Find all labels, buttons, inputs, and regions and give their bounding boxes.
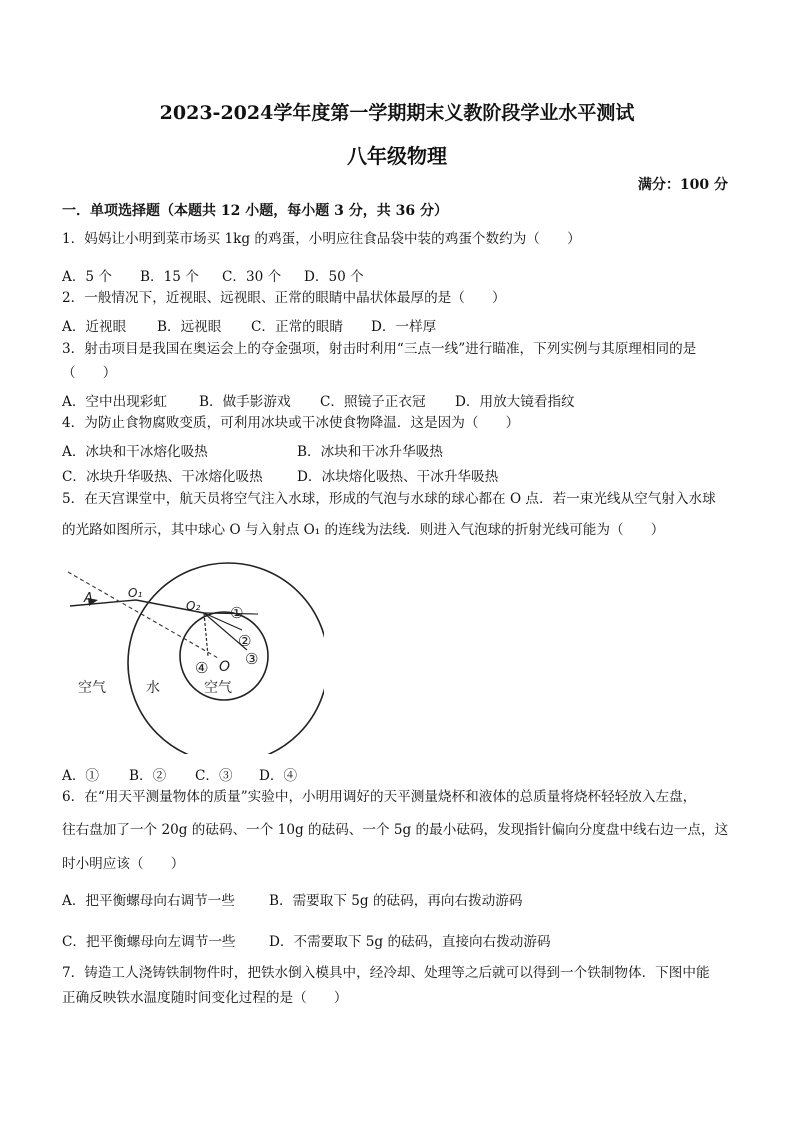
q1-option-b[interactable]: B．15 个 xyxy=(140,269,199,285)
q4-option-a[interactable]: A．冰块和干冰熔化吸热 xyxy=(62,444,208,460)
question-6-stem-line3: 时小明应该（ ） xyxy=(62,856,185,872)
question-1-stem: 1．妈妈让小明到菜市场买 1kg 的鸡蛋，小明应往食品袋中装的鸡蛋个数约为（ ） xyxy=(62,231,581,247)
q4-option-d[interactable]: D．冰块熔化吸热、干冰升华吸热 xyxy=(297,469,499,485)
q6-option-d[interactable]: D．不需要取下 5g 的砝码，直接向右拨动游码 xyxy=(269,934,551,950)
question-5-stem-line2: 的光路如图所示，其中球心 O 与入射点 O₁ 的连线为法线．则进入气泡球的折射光线可能为（ ） xyxy=(62,522,665,538)
label-o-center: O xyxy=(219,659,231,675)
question-7-stem-line1: 7．铸造工人浇铸铁制物件时，把铁水倒入模具中，经冷却、处理等之后就可以得到一个铁制物体．下图中能 xyxy=(62,965,710,981)
q1-option-c[interactable]: C．30 个 xyxy=(222,269,282,285)
label-a: A xyxy=(84,591,93,606)
label-ray-2: ② xyxy=(238,632,252,650)
question-6-stem-line1: 6．在“用天平测量物体的质量”实验中，小明用调好的天平测量烧杯和液体的总质量将烧杯轻轻放入左盘， xyxy=(62,789,697,805)
q3-option-c[interactable]: C．照镜子正衣冠 xyxy=(320,394,426,410)
question-4-stem: 4．为防止食物腐败变质，可利用冰块或干冰使食物降温．这是因为（ ） xyxy=(62,415,520,431)
question-5-stem-line1: 5．在天宫课堂中，航天员将空气注入水球，形成的气泡与水球的球心都在 O 点．若一束光线从空气射入水球 xyxy=(62,491,716,507)
light-refraction-diagram xyxy=(62,558,324,754)
q1-option-d[interactable]: D．50 个 xyxy=(304,269,364,285)
label-air-outer: 空气 xyxy=(78,680,106,696)
q5-option-a[interactable]: A．① xyxy=(62,768,100,784)
label-o2: O₂ xyxy=(186,599,201,613)
q5-option-c[interactable]: C．③ xyxy=(195,768,233,784)
label-water: 水 xyxy=(146,680,160,696)
q6-option-a[interactable]: A．把平衡螺母向右调节一些 xyxy=(62,893,235,909)
label-ray-3: ③ xyxy=(245,650,259,668)
label-air-inner: 空气 xyxy=(204,680,232,696)
label-o1: O₁ xyxy=(128,586,143,600)
full-score: 满分：100 分 xyxy=(637,177,728,193)
q6-option-c[interactable]: C．把平衡螺母向左调节一些 xyxy=(62,934,236,950)
question-3-stem-line1: 3．射击项目是我国在奥运会上的夺金强项，射击时利用“三点一线”进行瞄准，下列实例与其原理相同的是 xyxy=(62,341,697,357)
question-3-stem-line2: （ ） xyxy=(62,365,117,381)
q2-option-c[interactable]: C．正常的眼睛 xyxy=(251,319,343,335)
label-ray-1: ① xyxy=(230,604,244,622)
question-6-stem-line2: 往右盘加了一个 20g 的砝码、一个 10g 的砝码、一个 5g 的最小砝码，发现指针偏向分度盘中线右边一点，这 xyxy=(62,822,729,838)
q2-option-d[interactable]: D．一样厚 xyxy=(371,319,437,335)
q5-option-b[interactable]: B．② xyxy=(129,768,167,784)
q3-option-d[interactable]: D．用放大镜看指纹 xyxy=(455,394,575,410)
q6-option-b[interactable]: B．需要取下 5g 的砝码，再向右拨动游码 xyxy=(269,893,523,909)
q1-option-a[interactable]: A．5 个 xyxy=(62,269,112,285)
candidate-ray-4 xyxy=(204,613,208,656)
q3-option-b[interactable]: B．做手影游戏 xyxy=(199,394,291,410)
question-2-stem: 2．一般情况下，近视眼、远视眼、正常的眼睛中晶状体最厚的是（ ） xyxy=(62,290,506,306)
q3-option-a[interactable]: A．空中出现彩虹 xyxy=(62,394,167,410)
q4-option-b[interactable]: B．冰块和干冰升华吸热 xyxy=(297,444,443,460)
q2-option-a[interactable]: A．近视眼 xyxy=(62,319,127,335)
exam-subtitle: 八年级物理 xyxy=(347,144,447,168)
q4-option-c[interactable]: C．冰块升华吸热、干冰熔化吸热 xyxy=(62,469,263,485)
q2-option-b[interactable]: B．远视眼 xyxy=(157,319,222,335)
normal-line xyxy=(68,572,218,658)
label-ray-4: ④ xyxy=(195,659,209,677)
exam-title: 2023-2024学年度第一学期期末义教阶段学业水平测试 xyxy=(159,102,635,124)
section-heading: 一．单项选择题（本题共 12 小题，每小题 3 分，共 36 分） xyxy=(62,203,448,219)
question-7-stem-line2: 正确反映铁水温度随时间变化过程的是（ ） xyxy=(62,990,348,1006)
q5-option-d[interactable]: D．④ xyxy=(259,768,298,784)
